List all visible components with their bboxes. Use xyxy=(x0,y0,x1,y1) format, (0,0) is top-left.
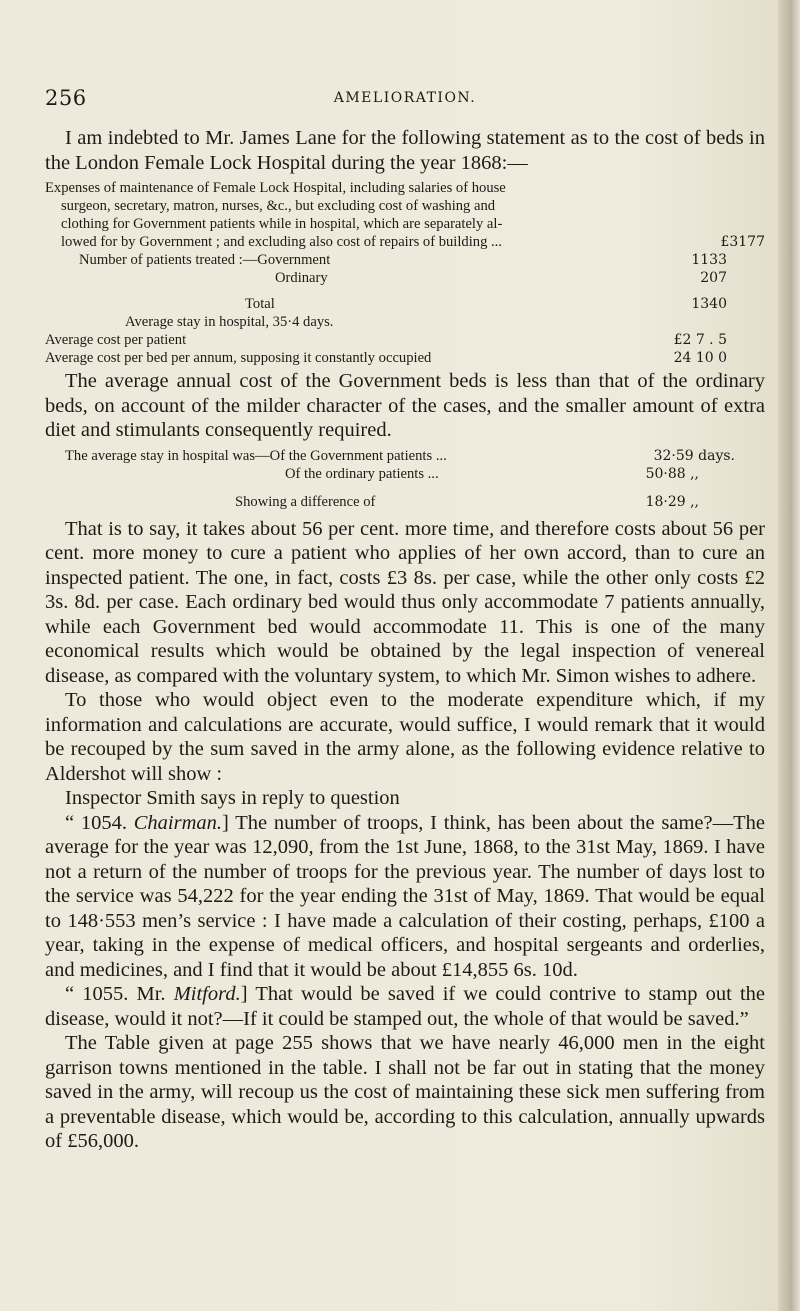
evidence-1054 xyxy=(45,811,765,983)
expenses-line: surgeon, secretary, matron, nurses, &c., but excluding cost of washing and xyxy=(61,198,496,214)
expenses-statement xyxy=(45,179,765,367)
avg-cost-value: £2 7 . 5 xyxy=(673,332,727,348)
stay-ord-row xyxy=(45,465,765,483)
total-label: Total xyxy=(245,296,275,312)
q1055-text: ] That would be saved if we could contrive to stamp out the disease, would it not?—If it could be stamped out, the whole of that would be saved.” xyxy=(45,983,765,1030)
stay-ord-label: Of the ordinary patients ... xyxy=(285,465,439,482)
page-number: 256 xyxy=(45,86,87,110)
patients-row xyxy=(45,251,765,269)
avg-cost-row xyxy=(45,331,765,349)
ordinary-row xyxy=(45,269,765,287)
stay-ord-value: 50·88 ,, xyxy=(645,465,699,482)
stay-gov-value: 32·59 days. xyxy=(653,447,735,464)
evidence-1055 xyxy=(45,982,765,1031)
ordinary-label: Ordinary xyxy=(275,270,328,286)
stay-diff-row xyxy=(45,493,765,511)
paragraph: Inspector Smith says in reply to question xyxy=(65,787,400,809)
stay-gov-label: The average stay in hospital was—Of the Government patients ... xyxy=(65,447,447,464)
total-value: 1340 xyxy=(691,296,727,312)
q1055-prefix: “ 1055. Mr. xyxy=(65,983,174,1005)
avg-cost-label: Average cost per patient xyxy=(45,332,187,348)
avg-bed-value: 24 10 0 xyxy=(673,350,727,366)
patients-value: 1133 xyxy=(691,252,727,268)
q1054-text: ] The number of troops, I think, has been about the same?—The average for the year was 12,090, from the 1st June, 1868, to the 31st May, 1869. I have not a return of the number of troops for the previous year. The number of days lost to the service was 54,222 for the year ending the 31st of May, 1869. That would be equal to 148·553 men’s service : I have made a calculation of their costing, perhaps, £100 a year, taking in the expense of medical officers, and hospital sergeants and orderlies, and medicines, and I find that it would be about £14,855 6s. 10d. xyxy=(45,811,765,981)
expenses-total-row xyxy=(45,233,765,251)
paragraph: The average annual cost of the Government beds is less than that of the ordinary beds, on account of the milder character of the cases, and the smaller amount of extra diet and stimulants consequently required. xyxy=(45,370,765,441)
main-text xyxy=(45,126,765,1154)
avg-stay-line: Average stay in hospital, 35·4 days. xyxy=(125,314,334,330)
q1055-speaker: Mitford. xyxy=(173,983,241,1005)
ordinary-value: 207 xyxy=(700,270,727,286)
stay-statement xyxy=(45,447,765,511)
stay-gov-row xyxy=(45,447,765,465)
stay-diff-label: Showing a difference of xyxy=(235,493,376,510)
paragraph: That is to say, it takes about 56 per cent. more time, and therefore costs about 56 per cent. more money to cure a patient who applies of her own accord, than to cure an inspected patient. The one, in fact, costs £3 8s. per case, while the other only costs £2 3s. 8d. per case. Each ordinary bed would thus only accommodate 7 patients annually, while each Government bed would accommodate 11. This is one of the many economical results which would be obtained by the legal inspection of venereal disease, as compared with the voluntary system, to which Mr. Simon wishes to adhere. xyxy=(45,517,765,687)
stay-diff-value: 18·29 ,, xyxy=(645,493,699,510)
expenses-value: £3177 xyxy=(720,234,765,250)
avg-bed-label: Average cost per bed per annum, supposing it constantly occupied xyxy=(45,350,432,366)
expenses-line: Expenses of maintenance of Female Lock Hospital, including salaries of house xyxy=(45,180,506,196)
q1054-speaker: Chairman. xyxy=(133,811,223,834)
paragraph: To those who would object even to the moderate expenditure which, if my information and calculations are accurate, would suffice, I would remark that it would be recouped by the sum saved in the army alone, as the following evidence relative to Aldershot will show : xyxy=(45,689,765,785)
expenses-label: lowed for by Government ; and excluding also cost of repairs of building ... xyxy=(61,234,502,250)
total-row xyxy=(45,295,765,313)
page-header xyxy=(45,86,765,110)
patients-label: Number of patients treated :—Government xyxy=(79,252,331,268)
q1054-prefix: “ 1054. xyxy=(65,811,134,834)
page-edge xyxy=(778,0,800,1311)
expenses-line: clothing for Government patients while in hospital, which are separately al- xyxy=(61,216,503,232)
running-title: AMELIORATION. xyxy=(333,90,477,106)
paragraph: The Table given at page 255 shows that we have nearly 46,000 men in the eight garrison towns mentioned in the table. I shall not be far out in stating that the money saved in the army, will recoup us the cost of maintaining these sick men suffering from a preventable disease, which would be, according to this calculation, annually upwards of £56,000. xyxy=(45,1032,765,1152)
intro-paragraph: I am indebted to Mr. James Lane for the following statement as to the cost of beds in the London Female Lock Hospital during the year 1868:— xyxy=(45,127,765,174)
avg-bed-row xyxy=(45,349,765,367)
